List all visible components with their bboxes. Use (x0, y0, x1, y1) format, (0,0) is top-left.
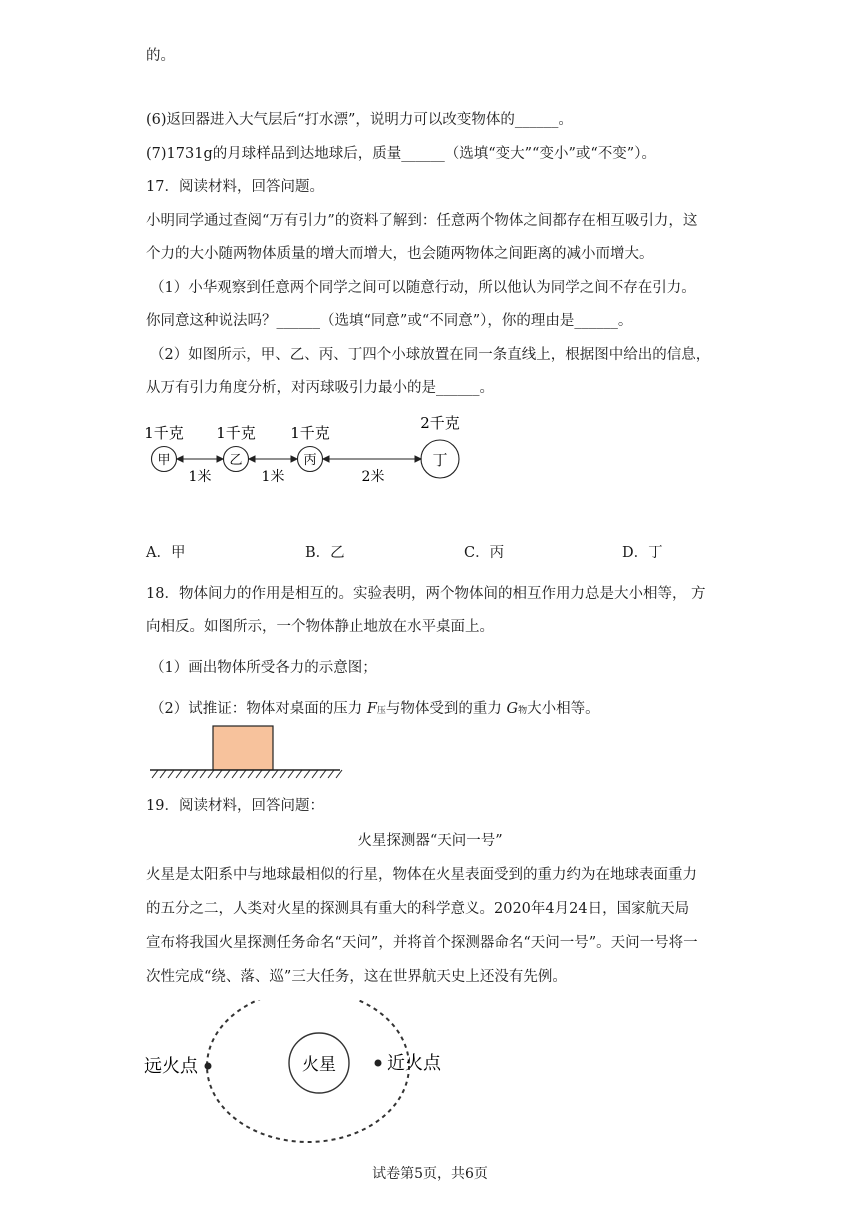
option-b[interactable]: B．乙 (305, 545, 345, 561)
block (213, 726, 273, 770)
page-footer: 试卷第5页，共6页 (372, 1166, 488, 1182)
force-symbol: F (366, 701, 377, 717)
hatch-line (168, 770, 174, 778)
arrow-head-icon (217, 456, 223, 462)
hatch-line (200, 770, 206, 778)
gravity-symbol: G (506, 701, 519, 717)
arrow-head-icon (323, 456, 329, 462)
arrow-head-icon (415, 456, 421, 462)
hatch-line (288, 770, 294, 778)
subscript: 物 (518, 706, 528, 716)
far-point-label: 远火点 (144, 1056, 198, 1077)
arrow-head-icon (177, 456, 183, 462)
text-span: 与物体受到的重力 (385, 701, 507, 717)
question-19-title: 19．阅读材料，回答问题： (146, 798, 324, 814)
hatch-line (216, 770, 222, 778)
question-17-paragraph: 个力的大小随两物体质量的增大而增大，也会随两物体之间距离的减小而增大。 (146, 246, 654, 262)
question-17-sub-1: （1）小华观察到任意两个同学之间可以随意行动，所以他认为同学之间不存在引力。 (150, 280, 696, 296)
text-span: 大小相等。 (527, 701, 600, 717)
hatch-line (320, 770, 326, 778)
hatch-line (208, 770, 214, 778)
ball-name-jia: 甲 (157, 453, 171, 468)
option-c[interactable]: C．丙 (464, 545, 505, 561)
ball-name-yi: 乙 (229, 453, 243, 468)
question-19-paragraph: 火星是太阳系中与地球最相似的行星，物体在火星表面受到的重力约为在地球表面重力 (146, 867, 697, 883)
arrow-head-icon (291, 456, 297, 462)
arrow-head-icon (249, 456, 255, 462)
subscript: 压 (376, 706, 386, 716)
question-18-paragraph: 18．物体间力的作用是相互的。实验表明，两个物体间的相互作用力总是大小相等， 方 (146, 586, 706, 602)
distance-label-3: 2米 (361, 469, 385, 485)
near-point-dot (375, 1060, 382, 1067)
mass-label-ding: 2千克 (420, 414, 460, 432)
hatch-line (192, 770, 198, 778)
question-19-paragraph: 次性完成“绕、落、巡”三大任务，这在世界航天史上还没有先例。 (146, 969, 567, 985)
mass-label-jia: 1千克 (144, 424, 184, 442)
hatch-line (304, 770, 310, 778)
distance-label-1: 1米 (188, 469, 212, 485)
mass-label-bing: 1千克 (290, 424, 330, 442)
option-d[interactable]: D．丁 (622, 545, 663, 561)
question-16-item-6: (6)返回器进入大气层后“打水漂”，说明力可以改变物体的______。 (146, 112, 573, 128)
question-18-sub-2 (150, 697, 600, 718)
mars-orbit-diagram (140, 1000, 450, 1150)
question-16-item-7: (7)1731g的月球样品到达地球后，质量______（选填“变大”“变小”或“不变”）。 (146, 146, 656, 162)
hatch-line (328, 770, 334, 778)
text-span: （2）试推证：物体对桌面的压力 (150, 701, 367, 717)
question-17-sub-1: 你同意这种说法吗？______（选填“同意”或“不同意”），你的理由是______。 (146, 313, 633, 329)
text-line: 的。 (146, 48, 175, 64)
hatch-line (312, 770, 318, 778)
hatch-line (336, 770, 342, 778)
block-on-table-diagram (148, 724, 344, 782)
hatch-line (264, 770, 270, 778)
question-17-paragraph: 小明同学通过查阅“万有引力”的资料了解到：任意两个物体之间都存在相互吸引力，这 (146, 213, 698, 229)
hatch-line (176, 770, 182, 778)
option-a[interactable]: A．甲 (146, 545, 186, 561)
question-17-sub-2: 从万有引力角度分析，对丙球吸引力最小的是______。 (146, 380, 494, 396)
ball-name-bing: 丙 (303, 453, 317, 468)
near-point-label: 近火点 (387, 1053, 441, 1074)
mars-label: 火星 (302, 1055, 336, 1075)
question-18-sub-1: （1）画出物体所受各力的示意图； (150, 660, 377, 676)
hatch-line (160, 770, 166, 778)
hatch-line (272, 770, 278, 778)
question-19-paragraph: 宣布将我国火星探测任务命名“天问”，并将首个探测器命名“天问一号”。天问一号将一 (146, 935, 698, 951)
hatch-line (224, 770, 230, 778)
hatch-line (184, 770, 190, 778)
hatch-line (152, 770, 158, 778)
hatch-line (280, 770, 286, 778)
ball-diagram (140, 412, 480, 492)
question-18-paragraph: 向相反。如图所示，一个物体静止地放在水平桌面上。 (146, 619, 494, 635)
question-17-title: 17．阅读材料，回答问题。 (146, 179, 324, 195)
hatch-line (240, 770, 246, 778)
ball-name-ding: 丁 (432, 451, 448, 469)
hatch-line (256, 770, 262, 778)
hatch-line (296, 770, 302, 778)
hatch-line (248, 770, 254, 778)
question-19-paragraph: 的五分之二，人类对火星的探测具有重大的科学意义。2020年4月24日，国家航天局 (146, 901, 690, 917)
distance-label-2: 1米 (261, 469, 285, 485)
table-hatching (152, 770, 342, 778)
mass-label-yi: 1千克 (216, 424, 256, 442)
hatch-line (232, 770, 238, 778)
far-point-dot (205, 1063, 212, 1070)
question-19-heading: 火星探测器“天问一号” (357, 833, 503, 849)
question-17-sub-2: （2）如图所示，甲、乙、丙、丁四个小球放置在同一条直线上，根据图中给出的信息， (150, 347, 711, 363)
